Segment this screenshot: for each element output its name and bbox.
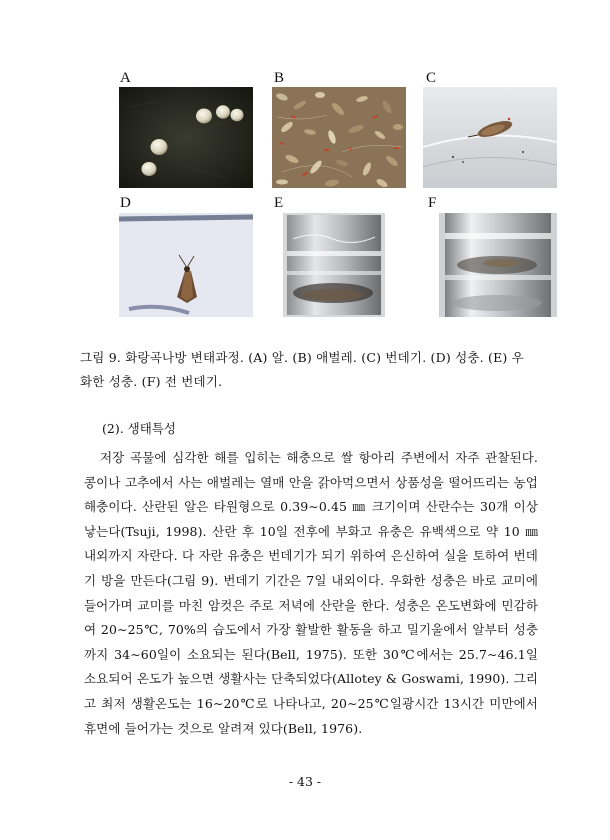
figure-caption: 그림 9. 화랑곡나방 변태과정. (A) 알. (B) 애벌레. (C) 번데기. (D) 성충. (E) 우화한 성충. (F) 전 번데기. xyxy=(80,350,524,389)
body-paragraph: 저장 곡물에 심각한 해를 입히는 해충으로 쌀 항아리 주변에서 자주 관찰된다. 콩이나 고추에서 사는 애벌레는 열매 안을 갉아먹으면서 상품성을 떨어뜨리는 농업해충이다. 산란된 알은 타원형으로 0.39∼0.45 ㎜ 크기이며 산란수는 30개 이상 낳는다(Tsuji, 1998). 산란 후 10일 전후에 부화고 유충은 유백색으로 약 10 ㎜ 내외까지 자란다. 다 자란 유충은 번데기가 되기 위하여 은신하여 실을 토하여 번데기 방을 만든다(그림 9). 번데기 기간은 7일 내외이다. 우화한 성충은 바로 교미에 들어가며 교미를 마친 암컷은 주로 저녁에 산란을 한다. 성충은 온도변화에 민감하여 20∼25℃, 70%의 습도에서 가장 활발한 활동을 하고 밀기울에서 알부터 성충까지 34∼60일이 소요되는 된다(Bell, 1975). 또한 30℃에서는 25.7∼46.1일 소요되어 온도가 높으면 생활사는 단축되었다(Allotey & Goswami, 1990). 그리고 최저 생활온도는 16∼20℃로 나타나고, 20∼25℃일광시간 13시간 미만에서 휴면에 들어가는 것으로 알려져 있다(Bell, 1976). xyxy=(84,450,538,736)
panel-b-label: B xyxy=(274,70,285,86)
panel-e-label: E xyxy=(274,195,284,211)
photo-emerged-adult xyxy=(283,213,385,317)
panel-a-label: A xyxy=(120,70,131,86)
photo-adult-moth xyxy=(119,213,253,317)
panel-f-label: F xyxy=(428,195,437,211)
panel-c-label: C xyxy=(426,70,437,86)
page-number: - 43 - xyxy=(288,774,322,789)
photo-eggs xyxy=(119,87,253,188)
panel-d-label: D xyxy=(120,195,131,211)
photo-larvae xyxy=(272,87,406,188)
section-heading: (2). 생태특성 xyxy=(102,421,176,436)
photo-pupa xyxy=(423,87,557,188)
photo-pre-pupa xyxy=(439,213,557,317)
